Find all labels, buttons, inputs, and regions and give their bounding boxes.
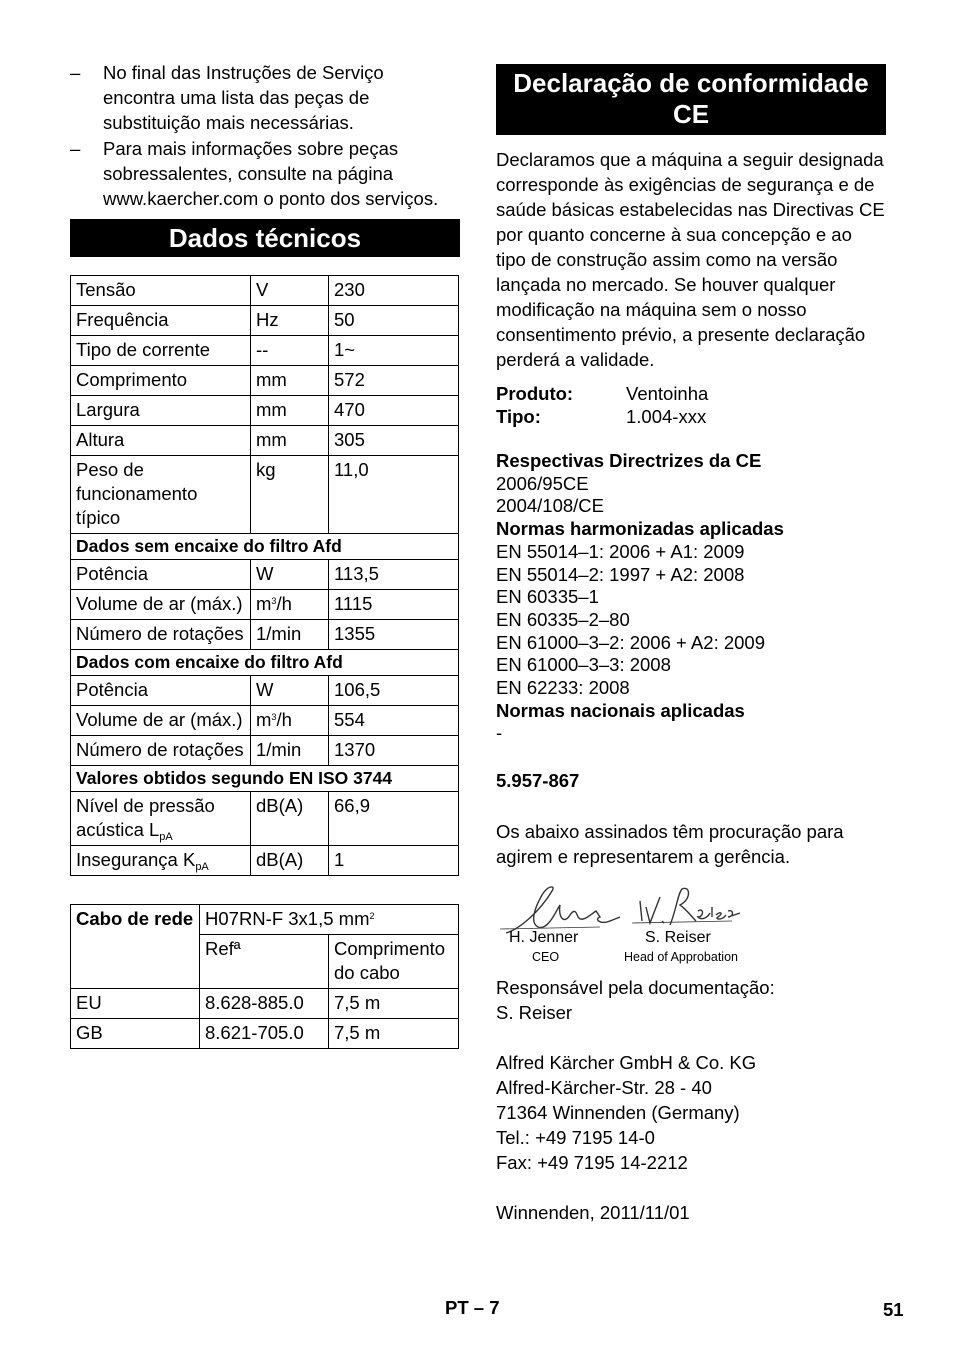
table-row: Altura mm 305 [71,426,459,456]
standards-block [496,450,886,745]
table-row: Tensão V 230 [71,276,459,306]
product-line: Produto: Ventoinha [496,383,709,404]
table-section-row: Dados com encaixe do filtro Afd [71,650,459,676]
table-section-row: Valores obtidos segundo EN ISO 3744 [71,766,459,792]
technical-data-table [70,275,459,876]
table-row: Largura mm 470 [71,396,459,426]
signer-title: Head of Approbation [624,949,738,964]
declaration-text: Declaramos que a máquina a seguir designada corresponde às exigências de segurança e de saúde básicas estabelecidas nas Directivas CE por quanto concerne à sua concepção e ao tipo de construção assim como na versão lançada no mercado. Se houver qualquer modificação na máquina sem o nosso consentimento prévio, a presente declaração perderá a validade. [496,149,885,370]
standard-item: EN 55014–1: 2006 + A1: 2009 [496,540,745,562]
list-item: – Para mais informações sobre peças sobressalentes, consulte na página www.kaercher.com o ponto dos serviços. [70,138,439,209]
signer-title: CEO [532,949,560,964]
table-row: Volume de ar (máx.) $m^3/h$ 1115 [71,590,459,620]
place-and-date: Winnenden, 2011/11/01 [496,1201,690,1223]
table-row: Potência W 106,5 [71,676,459,706]
footer-section-label: PT – 7 [445,1297,500,1318]
table-row: Volume de ar (máx.) $m^3/h$ 554 [71,706,459,736]
directive-item: 2004/108/CE [496,495,605,517]
signature-jenner [506,887,620,933]
page-number: 51 [883,1299,904,1320]
table-row: Número de rotações 1/min 1355 [71,620,459,650]
left-column [70,60,460,1049]
table-row: Tipo de corrente -- 1~ [71,336,459,366]
company-address: Alfred Kärcher GmbH & Co. KG Alfred-Kärcher-Str. 28 - 40 71364 Winnenden (Germany) Tel.: +49 7195 14-0 Fax: +49 7195 14-2212 [496,1051,757,1173]
table-row: Comprimento mm 572 [71,366,459,396]
table-row: Número de rotações 1/min 1370 [71,736,459,766]
info-bullet-list [70,60,460,211]
signature-reiser [640,888,740,925]
signer-name: S. Reiser [645,928,711,946]
standard-item: EN 62233: 2008 [496,677,630,699]
standard-item: EN 61000–3–3: 2008 [496,654,671,676]
table-row: Frequência Hz 50 [71,306,459,336]
table-row: Potência W 113,5 [71,560,459,590]
right-column [496,64,886,1225]
standard-item: EN 60335–1 [496,586,599,608]
signature-block [496,883,886,973]
documentation-responsible: Responsável pela documentação: S. Reiser [496,976,775,1023]
signers-note: Os abaixo assinados têm procuração para agirem e representarem a gerência. [496,820,844,867]
table-section-row: Dados sem encaixe do filtro Afd [71,534,459,560]
table-row: Refª Comprimento do cabo [71,935,459,989]
power-cable-table [70,904,459,1049]
standard-item: EN 55014–2: 1997 + A2: 2008 [496,563,745,585]
bullet-text: Para mais informações sobre peças sobressalentes, consulte na página www.kaercher.com o ponto dos serviços. [103,138,439,209]
directive-item: 2006/95CE [496,472,589,494]
table-row: Cabo de rede H07RN-F 3x1,5 $mm^2$ [71,905,459,935]
standard-item: EN 61000–3–2: 2006 + A2: 2009 [496,631,765,653]
document-number: 5.957-867 [496,770,580,792]
national-standards-value: - [496,722,503,744]
type-line: Tipo: 1.004-xxx [496,406,707,427]
table-row: Peso de funcionamento típico kg 11,0 [71,456,459,534]
technical-data-heading: Dados técnicos [70,219,460,257]
table-row: Insegurança $K_{pA}$ dB(A) 1 [71,846,459,876]
harmonized-standards-title: Normas harmonizadas aplicadas [496,518,784,540]
directives-title: Respectivas Directrizes da CE [496,450,762,471]
bullet-text: No final das Instruções de Serviço encontra uma lista das peças de substituição mais necessárias. [103,62,384,133]
signer-name: H. Jenner [509,928,579,946]
standard-item: EN 60335–2–80 [496,608,630,630]
ce-declaration-heading: Declaração de conformidade CE [496,64,886,135]
table-row: GB 8.621-705.0 7,5 m [71,1019,459,1049]
table-row: EU 8.628-885.0 7,5 m [71,989,459,1019]
table-row: Nível de pressão acústica $L_{pA}$ dB(A) 66,9 [71,792,459,846]
list-item: – No final das Instruções de Serviço encontra uma lista das peças de substituição mais necessárias. [70,62,384,133]
national-standards-title: Normas nacionais aplicadas [496,699,745,721]
